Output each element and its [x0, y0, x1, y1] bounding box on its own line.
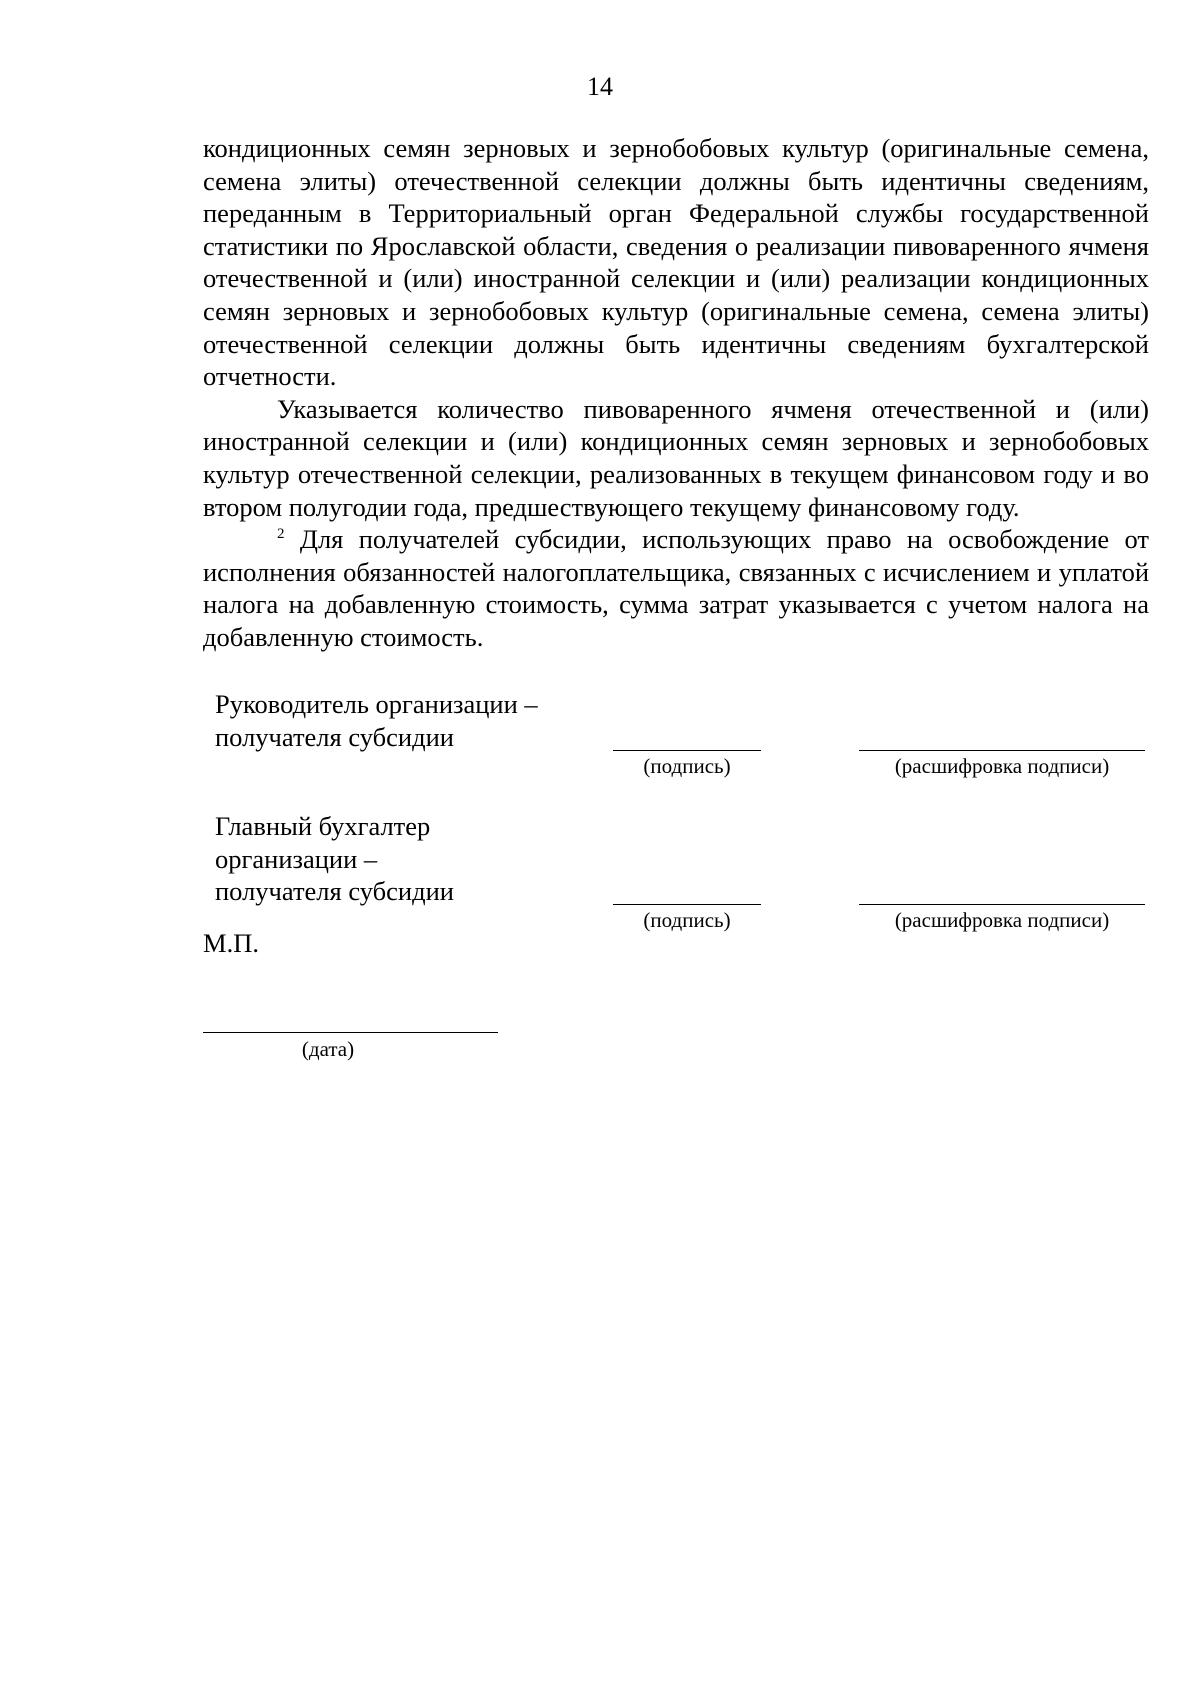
date-caption: (дата) [301, 1037, 355, 1061]
head-signature-caption: (подпись) [643, 754, 731, 778]
footnote-text: Для получателей субсидии, использующих право на освобождение от исполнения обязанностей налогоплательщика, связанных с исчислением и уплатой налога на добавленную стоимость, сумма затрат указывается с учетом налога на добавленную стоимость. [203, 524, 1149, 652]
accountant-label-line2: организации – [215, 843, 378, 874]
head-signature-line [613, 750, 761, 751]
paragraph-quantity-note: Указывается количество пивоваренного ячменя отечественной и (или) иностранной селекции и (или) кондиционных семян зерновых и зернобобовых культур отечественной селекции, реализованных в текущем финансовом году и во втором полугодии года, предшествующего текущему финансовому году. [203, 393, 1149, 522]
stamp-place-label: М.П. [203, 928, 259, 958]
head-label-line1: Руководитель организации – [215, 689, 538, 719]
accountant-decoding-caption: (расшифровка подписи) [894, 908, 1110, 932]
date-line [203, 1032, 498, 1033]
document-body [203, 132, 1149, 654]
accountant-signature-label [215, 810, 454, 908]
accountant-label-line3: получателя субсидии [215, 876, 454, 906]
accountant-signature-caption: (подпись) [643, 908, 731, 932]
page-number: 14 [587, 72, 613, 101]
accountant-signature-line [613, 904, 761, 905]
head-label-line2: получателя субсидии [215, 721, 454, 752]
head-decoding-caption: (расшифровка подписи) [894, 754, 1110, 778]
head-decoding-line [859, 750, 1145, 751]
footnote-vat [203, 523, 1149, 653]
head-signature-label [215, 688, 538, 753]
paragraph-continuation: кондиционных семян зерновых и зернобобовых культур (оригинальные семена, семена элиты) отечественной селекции должны быть идентичны сведениям, переданным в Территориальный орган Федеральной службы государственной статистики по Ярославской области, сведения о реализации пивоваренного ячменя отечественной и (или) иностранной селекции и (или) реализации кондиционных семян зерновых и зернобобовых культур (оригинальные семена, семена элиты) отечественной селекции должны быть идентичны сведениям бухгалтерской отчетности. [203, 133, 1149, 392]
accountant-decoding-line [859, 904, 1145, 905]
footnote-marker: 2 [277, 526, 285, 543]
accountant-label-line1: Главный бухгалтер [215, 811, 431, 841]
